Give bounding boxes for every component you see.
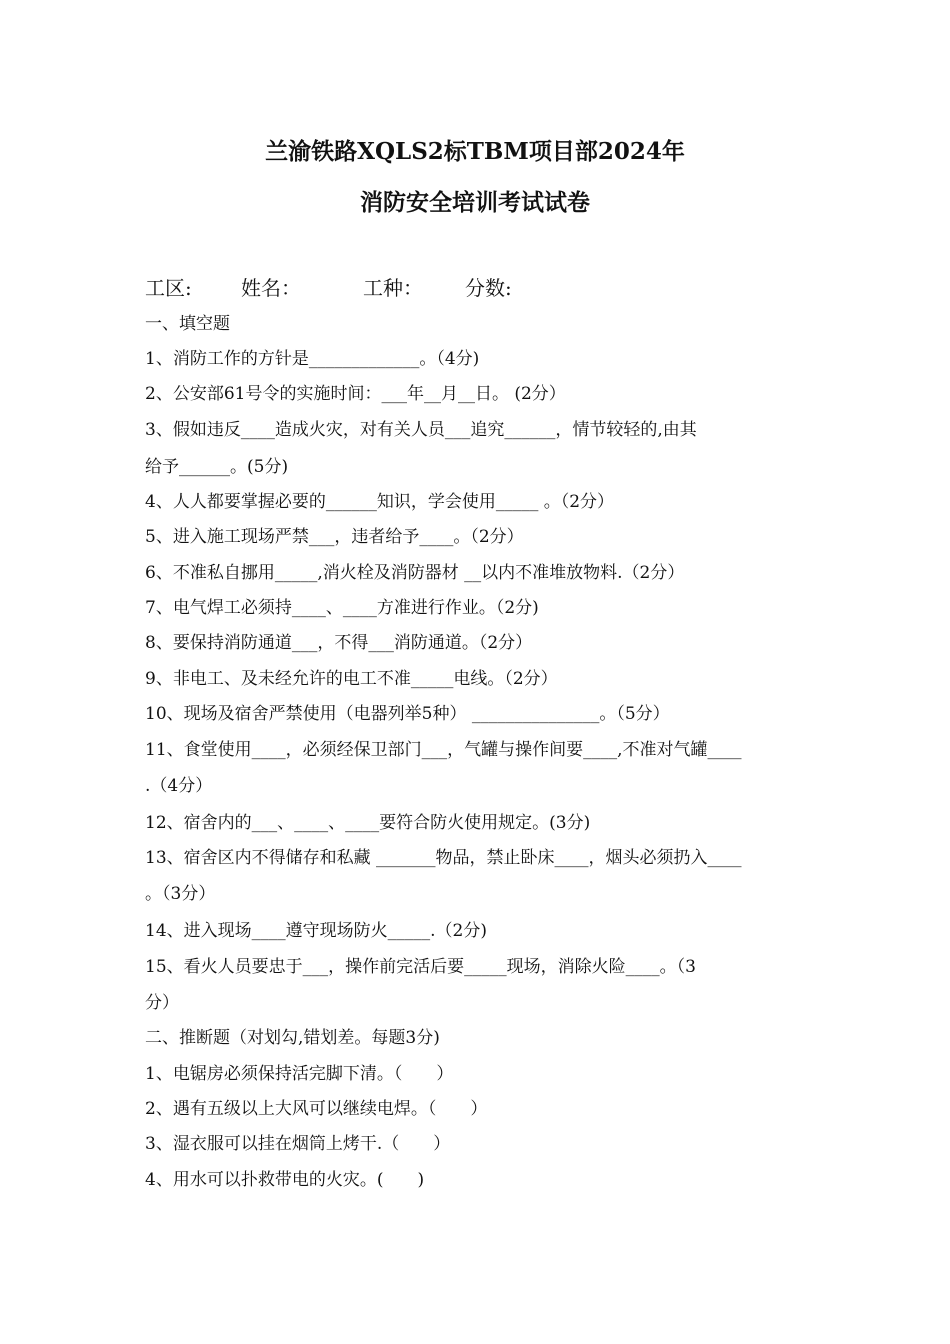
question-line: 。（3分） (145, 884, 216, 904)
question-line: 5、进入施工现场严禁___，违者给予____。（2分） (145, 527, 524, 547)
question-line: 11、食堂使用____，必须经保卫部门___，气罐与操作间要____,不准对气罐____ (145, 740, 742, 760)
question-line: 14、进入现场____遵守现场防火_____.（2分) (145, 921, 487, 941)
question-line: .（4分） (145, 776, 213, 796)
section-heading-true-false: 二、推断题（对划勾,错划差。每题3分) (145, 1028, 440, 1048)
exam-title-line2: 消防安全培训考试试卷 (360, 189, 590, 216)
section-heading-fill-in: 一、填空题 (145, 314, 230, 334)
question-line: 6、不准私自挪用_____,消火栓及消防器材 __以内不准堆放物料.（2分） (145, 563, 685, 583)
question-line: 2、公安部61号令的实施时间：___年__月__日。 (2分） (145, 384, 566, 404)
question-line: 给予______。(5分) (145, 457, 289, 477)
exam-title-line1: 兰渝铁路XQLS2标TBM项目部2024年 (265, 138, 685, 165)
score-label: 分数: (465, 276, 512, 300)
question-line: 13、宿舍区内不得储存和私藏 _______物品，禁止卧床____，烟头必须扔入____ (145, 848, 742, 868)
exam-info-row (145, 272, 512, 301)
question-line: 1、消防工作的方针是_____________。（4分) (145, 349, 480, 369)
question-line: 1、电锯房必须保持活完脚下清。（ ） (145, 1064, 454, 1084)
question-line: 4、用水可以扑救带电的火灾。( ) (145, 1170, 425, 1190)
question-line: 9、非电工、及未经允许的电工不准_____电线。（2分） (145, 669, 558, 689)
question-line: 3、湿衣服可以挂在烟筒上烤干.（ ） (145, 1134, 451, 1154)
question-line: 3、假如违反____造成火灾，对有关人员___追究______，情节较轻的,由其 (145, 420, 697, 440)
question-line: 10、现场及宿舍严禁使用（电器列举5种） _______________。（5分） (145, 704, 670, 724)
question-line: 8、要保持消防通道___，不得___消防通道。（2分） (145, 633, 533, 653)
question-line: 15、看火人员要忠于___，操作前完活后要_____现场，消除火险____。（3 (145, 957, 696, 977)
area-label: 工区: (145, 276, 192, 300)
name-label: 姓名： (241, 276, 301, 300)
question-line: 分） (145, 993, 179, 1013)
trade-label: 工种： (363, 276, 423, 300)
question-line: 12、宿舍内的___、____、____要符合防火使用规定。(3分) (145, 813, 591, 833)
question-line: 4、人人都要掌握必要的______知识，学会使用_____ 。（2分） (145, 492, 615, 512)
question-line: 2、遇有五级以上大风可以继续电焊。（ ） (145, 1099, 488, 1119)
question-line: 7、电气焊工必须持____、____方准进行作业。（2分) (145, 598, 539, 618)
